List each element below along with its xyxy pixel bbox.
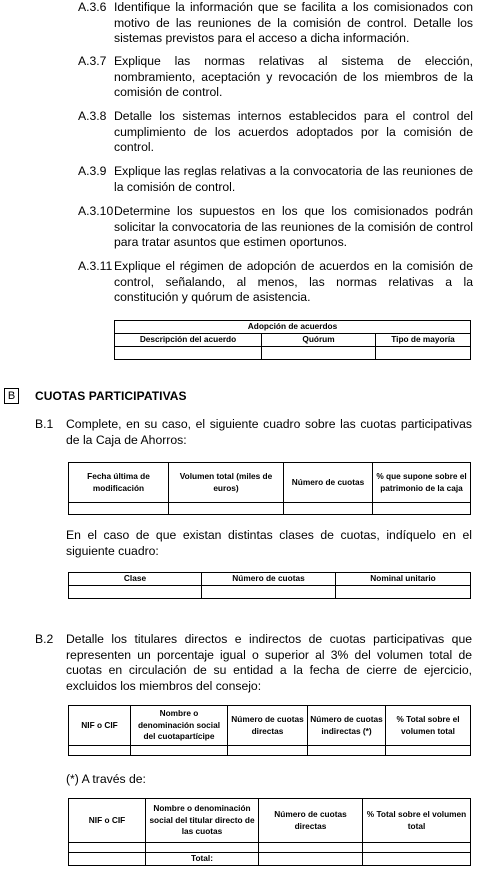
item-text: Complete, en su caso, el siguiente cuadro sobre las cuotas participativas de la Caja de Ahorros:: [66, 417, 472, 447]
column-header: Descripción del acuerdo: [115, 334, 262, 347]
traves-table: [68, 798, 471, 866]
column-header: Número de cuotas: [284, 463, 373, 503]
item-text: Explique las reglas relativas a la convocatoria de las reuniones de la comisión de control.: [114, 164, 473, 194]
item-text: Explique las normas relativas al sistema de elección, nombramiento, aceptación y revocación de los miembros de la comisión de control.: [114, 54, 473, 100]
table-cell: [69, 746, 131, 756]
item-number: A.3.10: [78, 204, 114, 218]
table-title: Adopción de acuerdos: [115, 321, 471, 334]
table-cell: [373, 503, 471, 515]
column-header: Número de cuotas indirectas (*): [308, 706, 386, 746]
column-header: Nominal unitario: [336, 573, 471, 586]
table-cell: [308, 746, 386, 756]
column-header: Número de cuotas: [202, 573, 336, 586]
table-cell: [131, 746, 228, 756]
adopcion-acuerdos-table: [114, 320, 471, 360]
item-number: A.3.8: [78, 109, 107, 123]
column-header: Quórum: [262, 334, 376, 347]
table-cell: [336, 585, 471, 598]
table-cell: [115, 347, 262, 360]
total-label: Total:: [146, 853, 259, 866]
column-header: % Total sobre el volumen total: [386, 706, 471, 746]
column-header: Tipo de mayoría: [376, 334, 471, 347]
item-text: Detalle los titulares directos e indirectos de cuotas participativas que representen un porcentaje igual o superior al 3% del volumen total de cuotas en circulación de su entidad a la fecha de cierre de ejercicio, excluidos los miembros del consejo:: [66, 632, 472, 693]
item-text: Explique el régimen de adopción de acuerdos en la comisión de control, señalando, al menos, las normas relativas a la constitución y quórum de asistencia.: [114, 259, 473, 305]
item-text: Determine los supuestos en los que los comisionados podrán solicitar la convocatoria de las reuniones de la comisión de control para tratar asuntos que estimen oportunos.: [114, 204, 473, 250]
clases-paragraph: En el caso de que existan distintas clases de cuotas, indíquelo en el siguiente cuadro:: [66, 528, 472, 558]
item-number: B.1: [35, 417, 54, 431]
table-cell: [202, 585, 336, 598]
item-a-3-8: [78, 109, 473, 156]
table-cell: [284, 503, 373, 515]
section-title: CUOTAS PARTICIPATIVAS: [35, 389, 187, 403]
cuotas-table: [68, 462, 471, 515]
column-header: Clase: [69, 573, 202, 586]
item-a-3-7: [78, 54, 473, 101]
item-b-1: [35, 417, 472, 449]
item-text: Detalle los sistemas internos establecidos para el control del cumplimiento de los acuerdos adoptados por la comisión de control.: [114, 109, 473, 155]
column-header: NIF o CIF: [69, 706, 131, 746]
column-header: % Total sobre el volumen total: [363, 799, 471, 843]
table-cell: [69, 853, 146, 866]
clases-table: [68, 572, 471, 599]
item-number: A.3.6: [78, 0, 107, 14]
item-b-2: [35, 632, 472, 696]
table-cell: [386, 746, 471, 756]
column-header: Nombre o denominación social del cuotapartícipe: [131, 706, 228, 746]
table-cell: [169, 503, 284, 515]
table-cell: [69, 585, 202, 598]
item-number: A.3.11: [78, 259, 113, 273]
item-number: A.3.9: [78, 164, 107, 178]
traves-label: (*) A través de:: [66, 772, 146, 786]
column-header: NIF o CIF: [69, 799, 146, 843]
table-cell: [69, 503, 169, 515]
column-header: Nombre o denominación social del titular directo de las cuotas: [146, 799, 259, 843]
item-a-3-6: [78, 0, 473, 47]
table-cell: [146, 843, 259, 853]
column-header: Fecha última de modificación: [69, 463, 169, 503]
table-cell: [262, 347, 376, 360]
section-letter-box: B: [4, 388, 19, 404]
item-number: A.3.7: [78, 54, 107, 68]
titulares-table: [68, 705, 471, 756]
column-header: Volumen total (miles de euros): [169, 463, 284, 503]
item-number: B.2: [35, 632, 54, 646]
item-a-3-9: [78, 164, 473, 196]
item-a-3-10: [78, 204, 473, 251]
table-cell: [259, 853, 363, 866]
column-header: Número de cuotas directas: [228, 706, 308, 746]
table-cell: [376, 347, 471, 360]
table-cell: [363, 843, 471, 853]
table-cell: [363, 853, 471, 866]
item-text: Identifique la información que se facilita a los comisionados con motivo de las reuniones de la comisión de control. Detalle los sistemas previstos para el acceso a dicha información.: [114, 0, 473, 46]
table-cell: [69, 843, 146, 853]
column-header: Número de cuotas directas: [259, 799, 363, 843]
item-a-3-11: [78, 259, 473, 306]
column-header: % que supone sobre el patrimonio de la caja: [373, 463, 471, 503]
table-cell: [259, 843, 363, 853]
table-cell: [228, 746, 308, 756]
